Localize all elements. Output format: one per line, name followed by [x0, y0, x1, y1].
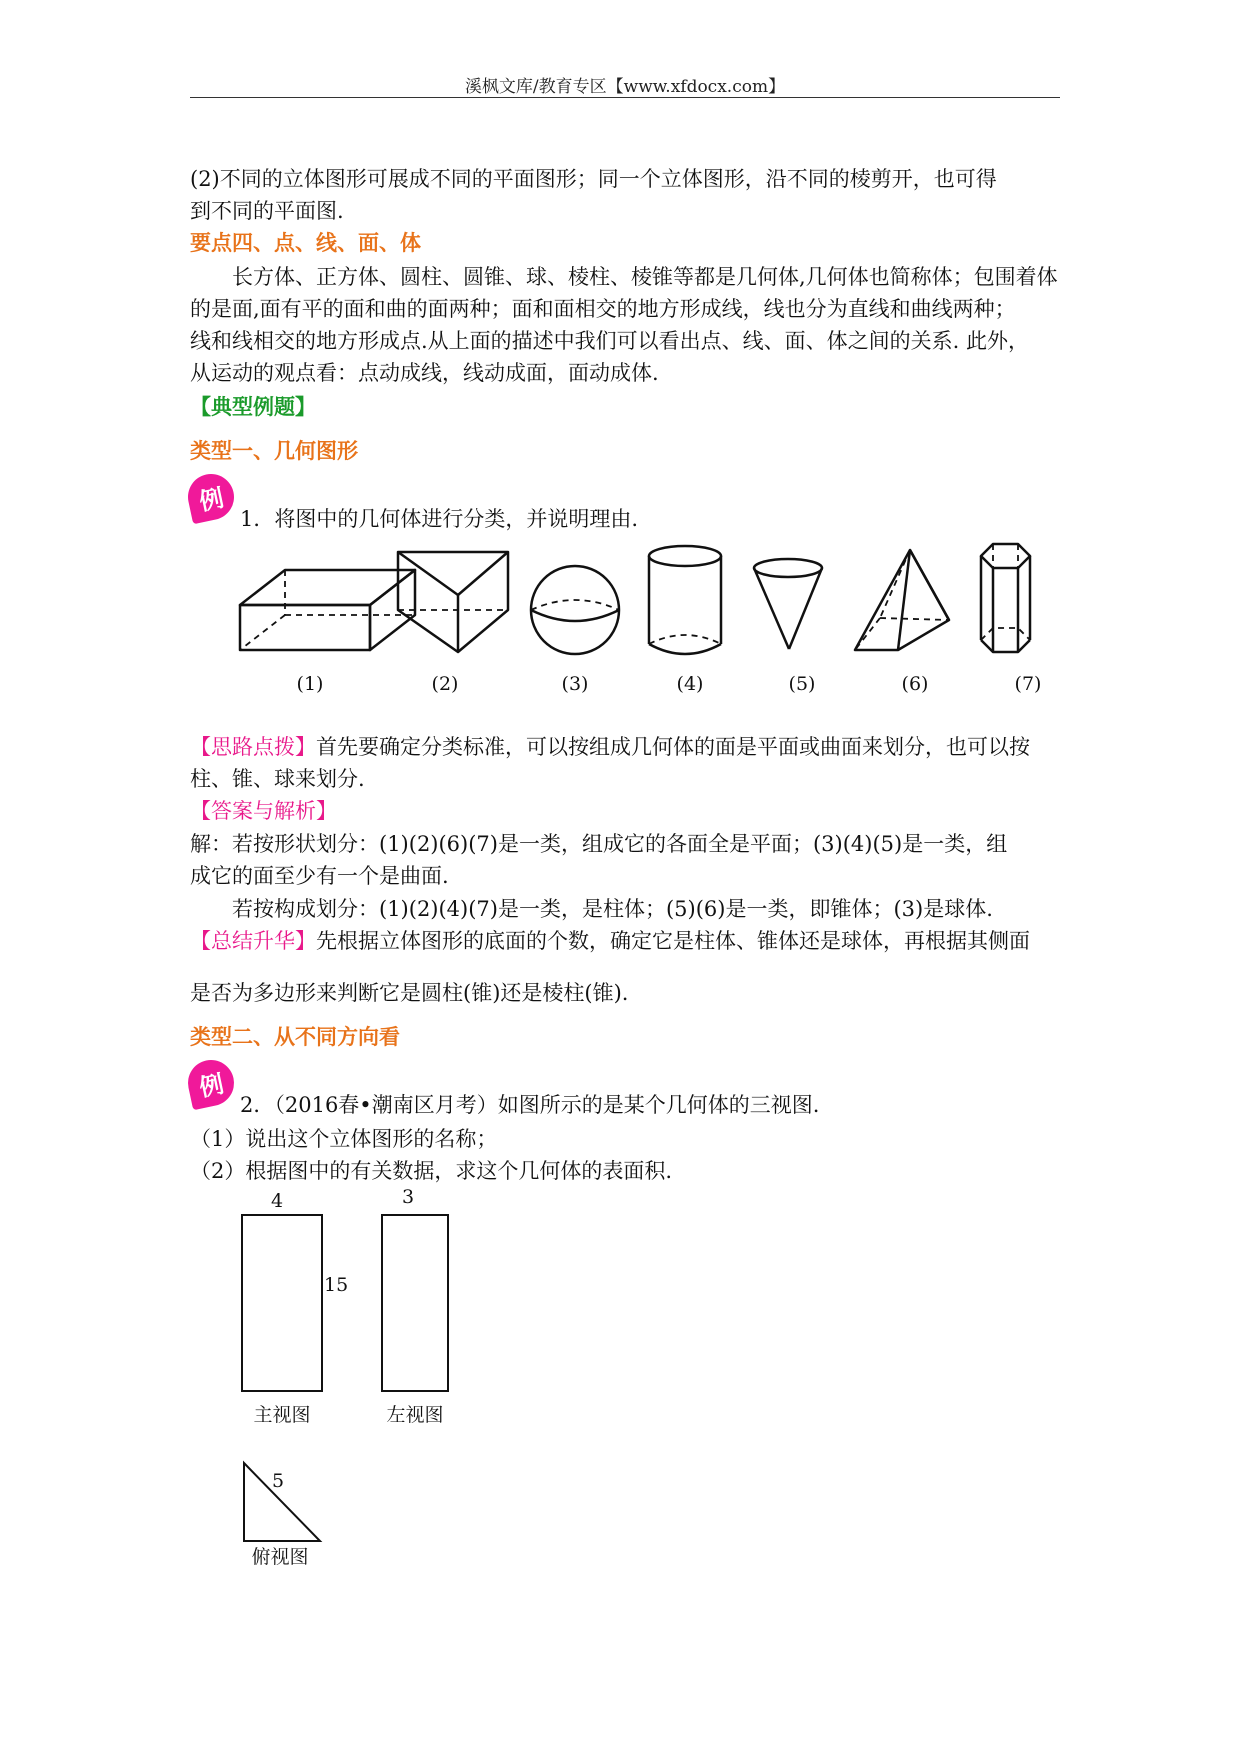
shape-label-1: (1)	[296, 673, 324, 695]
summary-tag: 【总结升华】	[190, 929, 316, 953]
left-view-caption: 左视图	[386, 1404, 444, 1426]
example1-question: 1．将图中的几何体进行分类，并说明理由.	[240, 507, 639, 531]
shape-label-3: (3)	[561, 673, 589, 695]
intro-line-1: (2)不同的立体图形可展成不同的平面图形；同一个立体图形，沿不同的棱剪开，也可得	[190, 167, 997, 191]
paragraph-line-2: 的是面,面有平的面和曲的面两种；面和面相交的地方形成线，线也分为直线和曲线两种；	[190, 297, 1016, 321]
example-badge-icon: 例	[184, 470, 239, 525]
example2-sub-1: （1）说出这个立体图形的名称；	[190, 1127, 498, 1151]
solids-figure	[230, 540, 1070, 700]
pyramid-shape	[855, 550, 949, 650]
answer-line-1: 解：若按形状划分：(1)(2)(6)(7)是一类，组成它的各面全是平面；(3)(4)(5)是一类，组	[190, 832, 1008, 856]
answer-tag: 【答案与解析】	[190, 799, 337, 823]
example2-sub-2: （2）根据图中的有关数据，求这个几何体的表面积.	[190, 1159, 673, 1183]
top-hyp-label: 5	[272, 1470, 285, 1492]
intro-line-2: 到不同的平面图.	[190, 199, 344, 223]
cuboid-shape	[240, 570, 415, 650]
hint-tag: 【思路点拨】	[190, 735, 316, 759]
left-width-label: 3	[401, 1186, 415, 1208]
type2-heading: 类型二、从不同方向看	[190, 1024, 400, 1049]
shape-label-6: (6)	[901, 673, 929, 695]
header-rule	[190, 97, 1060, 98]
shape-label-2: (2)	[431, 673, 459, 695]
sphere-shape	[531, 566, 619, 654]
page-header: 溪枫文库/教育专区【www.xfdocx.com】	[464, 77, 786, 97]
top-view-caption: 俯视图	[251, 1546, 309, 1568]
three-views-figure	[230, 1185, 490, 1568]
answer-line-2: 成它的面至少有一个是曲面.	[190, 864, 449, 888]
hint-paragraph-line-2: 柱、锥、球来划分.	[190, 767, 365, 791]
section-heading-points-lines: 要点四、点、线、面、体	[190, 230, 421, 255]
hint-text-1: 首先要确定分类标准，可以按组成几何体的面是平面或曲面来划分，也可以按	[316, 735, 1030, 759]
example-badge-icon-2: 例	[184, 1056, 239, 1111]
shape-label-5: (5)	[788, 673, 816, 695]
shape-label-7: (7)	[1014, 673, 1042, 695]
front-height-label: 15	[324, 1274, 349, 1296]
answer-line-3: 若按构成划分：(1)(2)(4)(7)是一类，是柱体；(5)(6)是一类，即锥体；(3)是球体.	[232, 897, 993, 921]
left-view-rect	[382, 1215, 448, 1391]
hexagonal-prism-shape	[981, 544, 1030, 652]
cylinder-shape	[649, 546, 721, 654]
paragraph-line-1: 长方体、正方体、圆柱、圆锥、球、棱柱、棱锥等都是几何体,几何体也简称体；包围着体	[232, 265, 1058, 289]
typical-examples-heading: 【典型例题】	[190, 394, 316, 419]
cone-shape	[754, 559, 822, 649]
example2-question: 2．（2016春•潮南区月考）如图所示的是某个几何体的三视图.	[240, 1093, 820, 1117]
summary-text-1: 先根据立体图形的底面的个数，确定它是柱体、锥体还是球体，再根据其侧面	[316, 929, 1030, 953]
paragraph-line-3: 线和线相交的地方形成点.从上面的描述中我们可以看出点、线、面、体之间的关系. 此外，	[190, 329, 1030, 353]
type1-heading: 类型一、几何图形	[190, 438, 358, 463]
summary-paragraph-line-1	[190, 926, 1060, 956]
shape-label-4: (4)	[676, 673, 704, 695]
summary-paragraph-line-2: 是否为多边形来判断它是圆柱(锥)还是棱柱(锥).	[190, 981, 629, 1005]
paragraph-line-4: 从运动的观点看：点动成线，线动成面，面动成体.	[190, 361, 659, 385]
front-view-caption: 主视图	[253, 1404, 311, 1426]
hint-paragraph-line-1	[190, 732, 1060, 762]
front-width-label: 4	[270, 1190, 284, 1212]
front-view-rect	[242, 1215, 322, 1391]
